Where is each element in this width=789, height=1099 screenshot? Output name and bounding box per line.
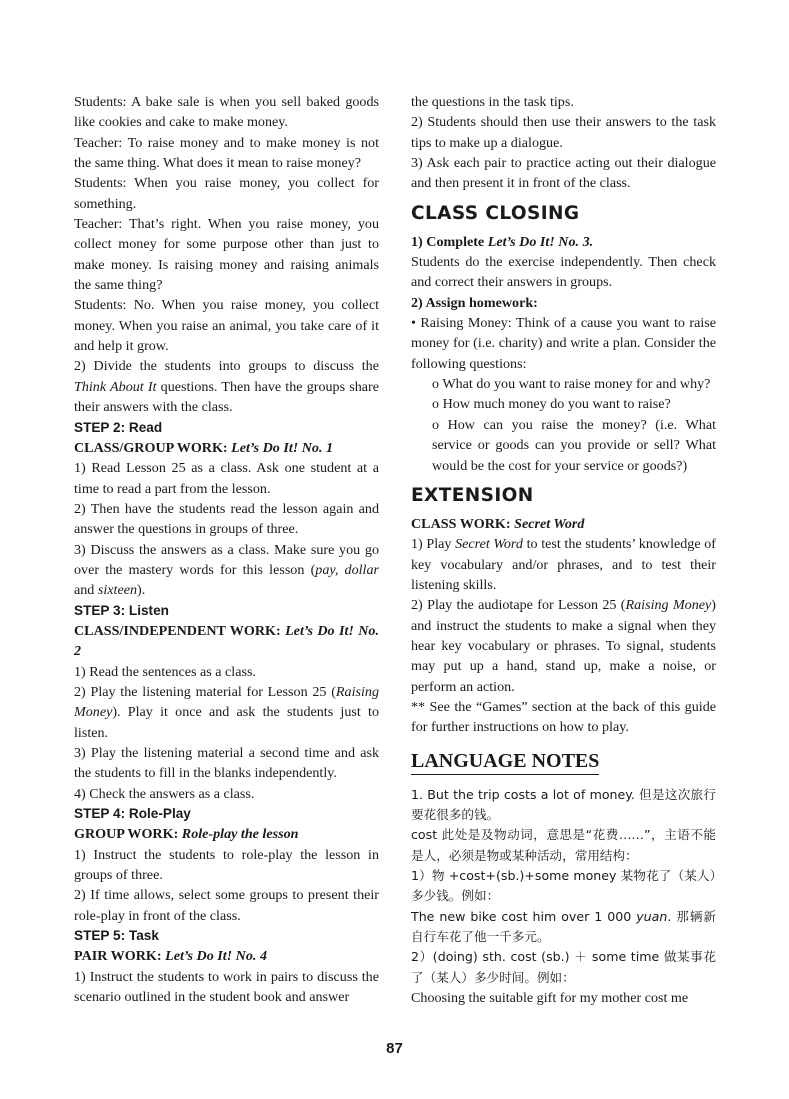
class-closing-heading: CLASS CLOSING [411,202,580,224]
dialogue-line: Students: When you raise money, you collect for something. [74,175,379,212]
right-column [411,92,716,1008]
instruction-item: 3) Ask each pair to practice acting out their dialogue and then present it in front of the class. [411,155,716,192]
dialogue-line: Teacher: To raise money and to make money is not the same thing. What does it mean to raise money? [74,134,379,172]
extension-heading: EXTENSION [411,484,534,506]
step-5-heading: STEP 5: Task [74,928,159,944]
language-note: 2）(doing) sth. cost (sb.) ＋ some time 做某事花了（某人）多少时间。例如： [411,949,716,985]
left-column [74,92,379,1007]
language-notes-heading: LANGUAGE NOTES [411,748,599,775]
step-5-subheading: PAIR WORK: Let’s Do It! No. 4 [74,948,268,965]
step-2-heading: STEP 2: Read [74,419,163,435]
language-note: cost 此处是及物动词，意思是“花费……”，主语不能是人，必须是物或某种活动，常用结构： [411,827,716,863]
language-note: 1. But the trip costs a lot of money. 但是这次旅行要花很多的钱。 [411,786,716,822]
instruction-item: 1) Read Lesson 25 as a class. Ask one student at a time to read a part from the lesson. [74,460,379,497]
dialogue-line: Teacher: That’s right. When you raise money, you collect money for some purpose other than just to make money. Is raising money and raising animals the same thing? [74,216,379,294]
step-4-heading: STEP 4: Role-Play [74,806,191,822]
dialogue-line: Students: No. When you raise money, you collect money. When you raise an animal, you take care of it and help it grow. [74,297,379,355]
instruction-item: 4) Check the answers as a class. [74,785,255,802]
language-note: The new bike cost him over 1 000 yuan. 那辆新自行车花了他一千多元。 [411,908,716,945]
instruction-item: 1) Read the sentences as a class. [74,663,256,680]
instruction-item: 1) Instruct the students to role-play the lesson in groups of three. [74,846,379,884]
closing-text: Students do the exercise independently. Then check and correct their answers in groups. [411,254,716,291]
instruction-item: 2) Students should then use their answers to the task tips to make up a dialogue. [411,114,716,151]
instruction-item: 2) Divide the students into groups to discuss the Think About It questions. Then have the groups share their answers with the class. [74,358,379,416]
homework-text: • Raising Money: Think of a cause you want to raise money for (i.e. charity) and write a plan. Consider the following questions: [411,315,716,372]
dialogue-line: Students: A bake sale is when you sell baked goods like cookies and cake to make money. [74,94,379,131]
step-4-subheading: GROUP WORK: Role-play the lesson [74,826,299,843]
instruction-item: 2) Play the listening material for Lesson 25 (Raising Money). Play it once and ask the students just to listen. [74,683,379,741]
step-2-subheading: CLASS/GROUP WORK: Let’s Do It! No. 1 [74,439,334,456]
instruction-item: the questions in the task tips. [411,94,574,110]
instruction-item: 2) If time allows, select some groups to present their role-play in front of the class. [74,887,379,924]
language-note: 1）物 +cost+(sb.)+some money 某物花了（某人）多少钱。例如： [411,868,716,904]
homework-question: o How can you raise the money? (i.e. What service or goods can you provide or sell? What would be the cost for your service or goods?) [432,416,716,474]
closing-item-1: 1) Complete Let’s Do It! No. 3. [411,233,594,250]
extension-note: ** See the “Games” section at the back of this guide for further instructions on how to play. [411,698,716,736]
language-note: Choosing the suitable gift for my mother cost me [411,990,689,1007]
extension-item: 1) Play Secret Word to test the students’ knowledge of key vocabulary and/or phrases, and to test their listening skills. [411,536,716,593]
step-3-heading: STEP 3: Listen [74,602,169,618]
page-number: 87 [386,1040,403,1057]
step-3-subheading: CLASS/INDEPENDENT WORK: Let’s Do It! No. 2 [74,622,379,660]
instruction-item: 3) Discuss the answers as a class. Make sure you go over the mastery words for this lesson (pay, dollar and sixteen). [74,541,380,599]
instruction-item: 1) Instruct the students to work in pairs to discuss the scenario outlined in the student book and answer [74,968,379,1006]
homework-question: o How much money do you want to raise? [432,396,671,413]
homework-question: o What do you want to raise money for and why? [432,376,711,393]
extension-item: 2) Play the audiotape for Lesson 25 (Raising Money) and instruct the students to make a signal when they hear key vocabulary or phrases. To signal, students may put up a hand, stand up, make a noise, or perform an action. [411,597,716,695]
instruction-item: 2) Then have the students read the lesson again and answer the questions in groups of three. [74,500,379,538]
extension-subheading: CLASS WORK: Secret Word [411,515,585,532]
closing-item-2: 2) Assign homework: [411,294,538,311]
instruction-item: 3) Play the listening material a second time and ask the students to fill in the blanks independently. [74,745,379,782]
